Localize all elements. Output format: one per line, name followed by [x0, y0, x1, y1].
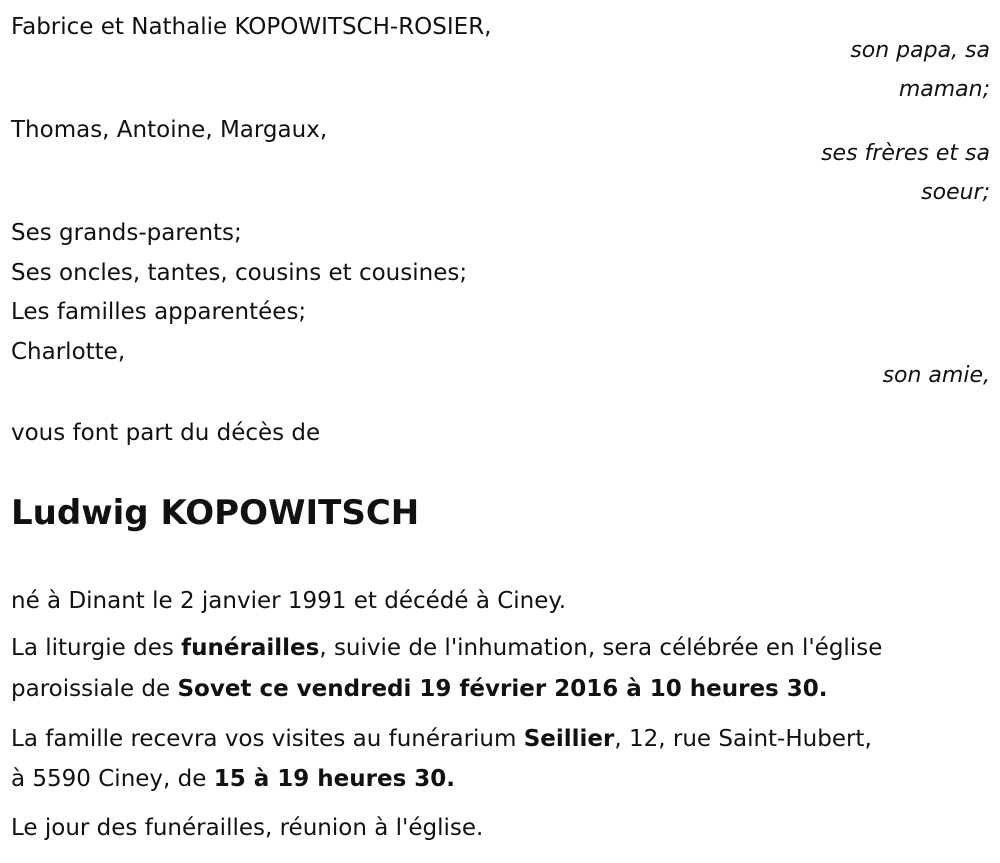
- funeral-date: Sovet ce vendredi 19 février 2016 à 10 heures 30.: [177, 676, 828, 702]
- funeral-keyword: funérailles: [181, 635, 320, 661]
- friend-role: son amie,: [882, 363, 990, 388]
- funeral-text: La liturgie des: [11, 635, 182, 661]
- visits-line1: [11, 724, 872, 754]
- funeral-text: , suivie de l'inhumation, sera célébrée en l'église: [319, 635, 883, 661]
- funerarium-name: Seillier: [523, 726, 615, 752]
- relatives-line: Ses oncles, tantes, cousins et cousines;: [11, 260, 468, 286]
- visits-text: La famille recevra vos visites au funérarium: [11, 726, 524, 752]
- funeral-text: paroissiale de: [11, 676, 178, 702]
- families-line: Les familles apparentées;: [11, 299, 307, 325]
- intro-line: vous font part du décès de: [11, 420, 321, 446]
- visits-hours: 15 à 19 heures 30.: [213, 766, 456, 792]
- visits-text: à 5590 Ciney, de: [11, 766, 214, 792]
- deceased-name: Ludwig KOPOWITSCH: [11, 493, 420, 533]
- visits-line2: [11, 764, 455, 794]
- siblings-line: Thomas, Antoine, Margaux,: [11, 117, 328, 143]
- closing-line: Le jour des funérailles, réunion à l'église.: [11, 815, 484, 841]
- birth-death-line: né à Dinant le 2 janvier 1991 et décédé à Ciney.: [11, 588, 567, 614]
- funeral-line2: [11, 674, 828, 704]
- siblings-role-line1: ses frères et sa: [821, 141, 990, 166]
- grandparents-line: Ses grands-parents;: [11, 220, 242, 246]
- parents-role-line1: son papa, sa: [850, 38, 990, 63]
- friend-line: Charlotte,: [11, 339, 126, 365]
- siblings-role-line2: soeur;: [921, 180, 990, 205]
- funeral-line1: [11, 633, 882, 663]
- parents-line: Fabrice et Nathalie KOPOWITSCH-ROSIER,: [11, 14, 492, 40]
- visits-text: , 12, rue Saint-Hubert,: [614, 726, 872, 752]
- parents-role-line2: maman;: [898, 77, 990, 102]
